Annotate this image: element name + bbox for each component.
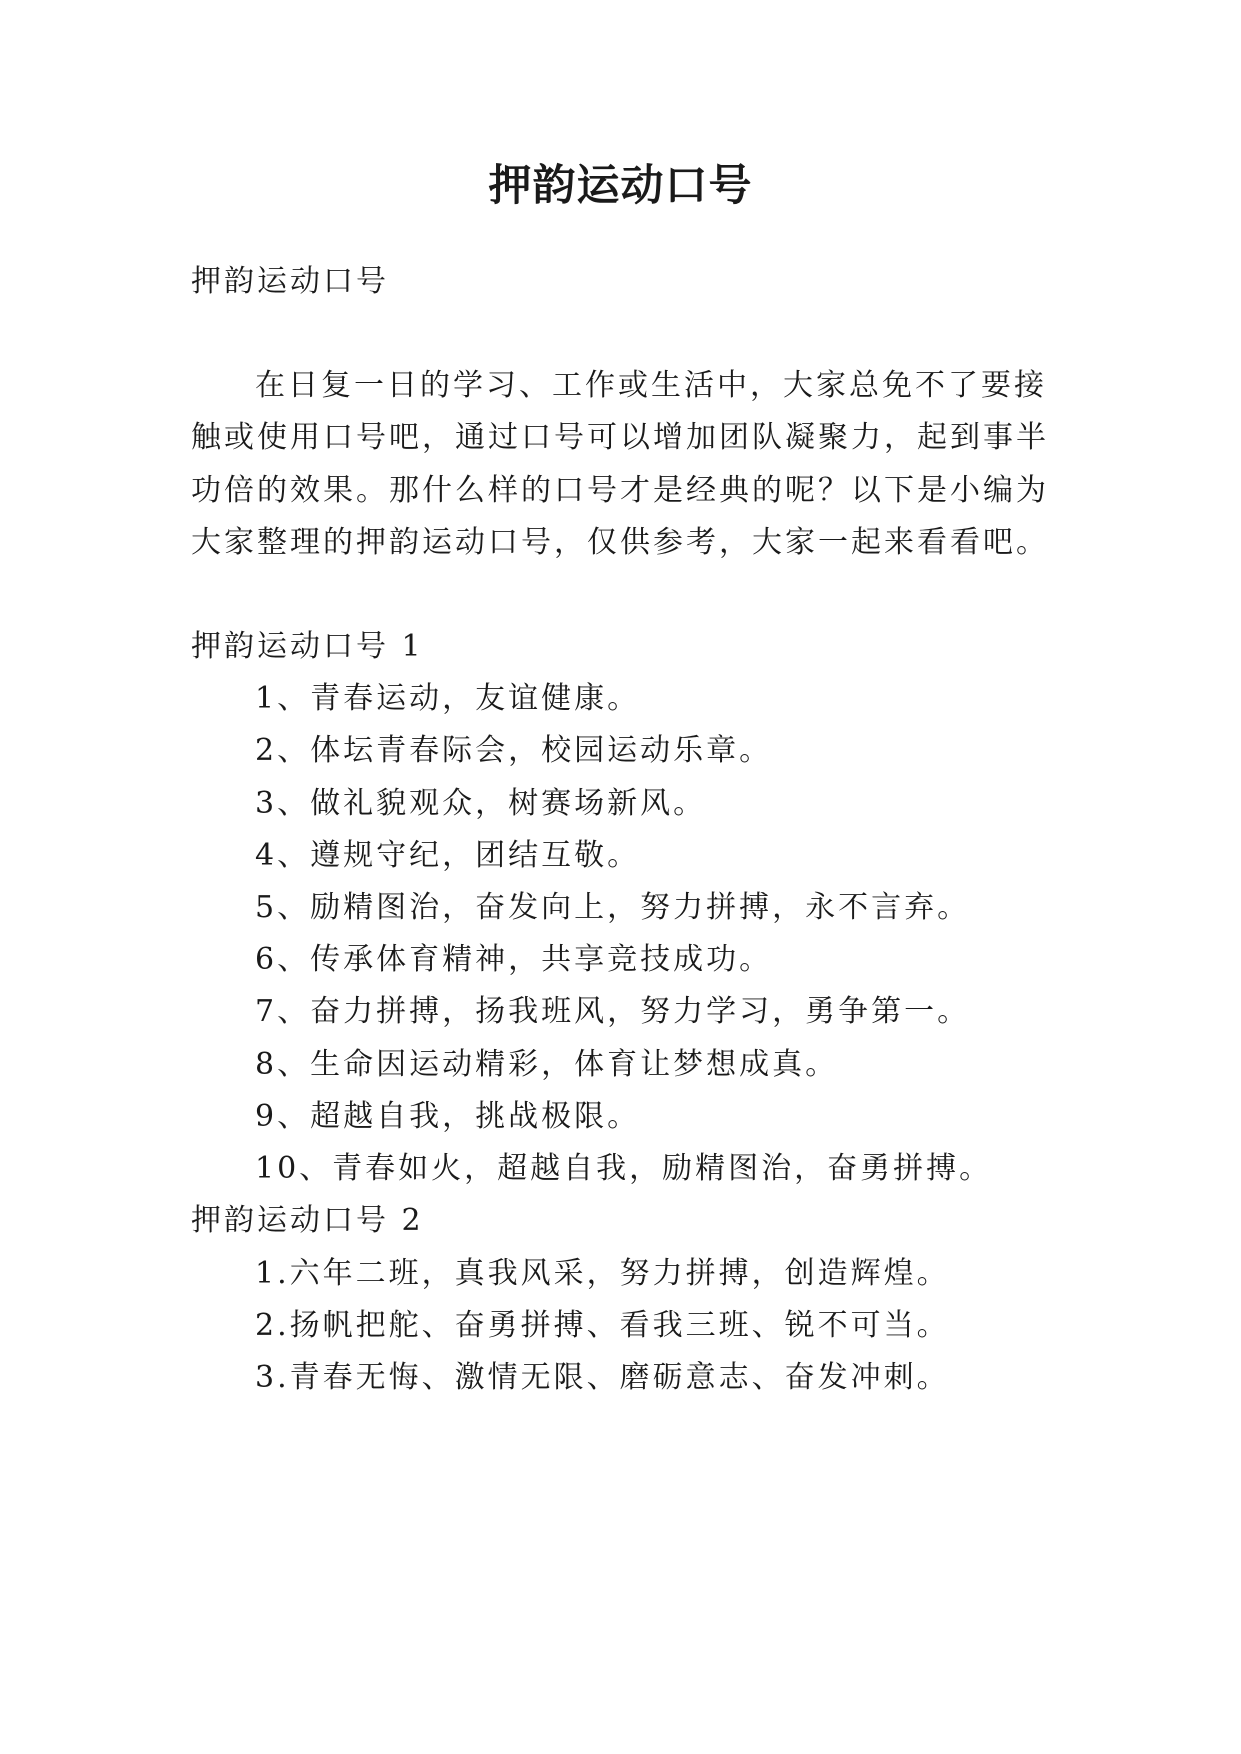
- section-heading-2: 押韵运动口号 2: [191, 1203, 424, 1238]
- slogan-item: 3.青春无悔、激情无限、磨砺意志、奋发冲刺。: [255, 1360, 950, 1395]
- slogan-item: 5、励精图治，奋发向上，努力拼搏，永不言弃。: [255, 890, 971, 925]
- slogan-item: 2.扬帆把舵、奋勇拼搏、看我三班、锐不可当。: [255, 1308, 950, 1343]
- intro-line: 在日复一日的学习、工作或生活中，大家总免不了要接: [255, 368, 1047, 403]
- slogan-item: 9、超越自我，挑战极限。: [255, 1099, 641, 1134]
- section-heading-1: 押韵运动口号 1: [191, 629, 424, 664]
- document-title: 押韵运动口号: [488, 161, 753, 211]
- slogan-item: 2、体坛青春际会，校园运动乐章。: [255, 733, 773, 768]
- intro-line: 触或使用口号吧，通过口号可以增加团队凝聚力，起到事半: [191, 420, 1049, 455]
- subtitle: 押韵运动口号: [191, 264, 389, 299]
- slogan-item: 1.六年二班，真我风采，努力拼搏，创造辉煌。: [255, 1256, 950, 1291]
- slogan-item: 10、青春如火，超越自我，励精图治，奋勇拼搏。: [255, 1151, 993, 1186]
- slogan-item: 6、传承体育精神，共享竞技成功。: [255, 942, 773, 977]
- intro-line: 大家整理的押韵运动口号，仅供参考，大家一起来看看吧。: [191, 525, 1049, 560]
- slogan-item: 1、青春运动，友谊健康。: [255, 681, 641, 716]
- slogan-item: 8、生命因运动精彩，体育让梦想成真。: [255, 1047, 839, 1082]
- slogan-item: 4、遵规守纪，团结互敬。: [255, 838, 641, 873]
- slogan-item: 3、做礼貌观众，树赛场新风。: [255, 786, 707, 821]
- intro-line: 功倍的效果。那什么样的口号才是经典的呢？以下是小编为: [191, 473, 1049, 508]
- slogan-item: 7、奋力拼搏，扬我班风，努力学习，勇争第一。: [255, 994, 971, 1029]
